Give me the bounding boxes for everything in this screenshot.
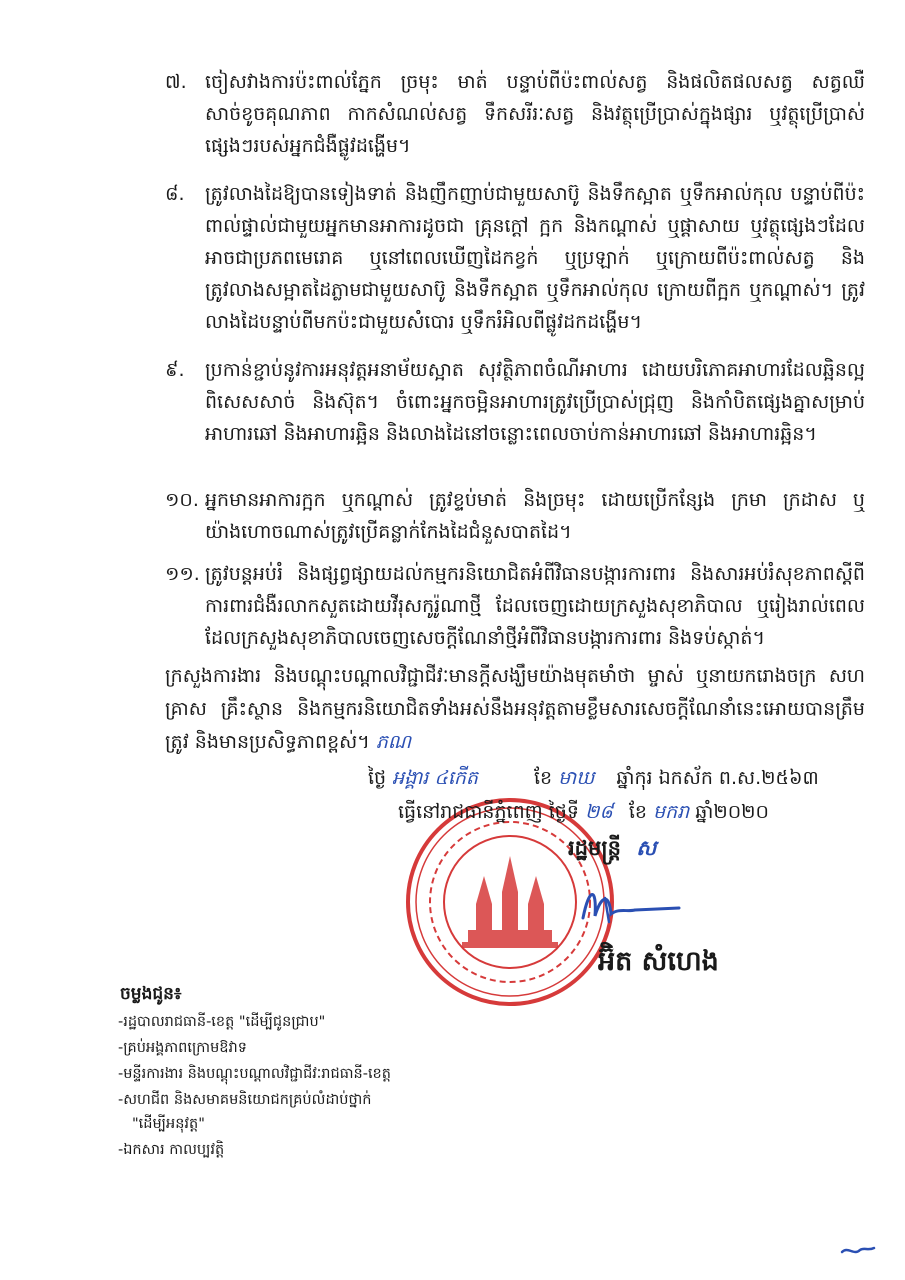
cc-item: "ដើម្បីអនុវត្ត" [132,1116,205,1132]
item-number: ៨. [165,183,185,205]
item-number: ៩. [165,359,185,381]
item-number: ១១. [165,563,200,585]
lunar-date-line: ថ្ងៃ អង្គារ ៤កើត ខែ មាឃ ឆ្នាំកុរ ឯកស័ក ព.ស.២៥៦៣ [368,767,819,789]
item-text: ត្រូវបន្តអប់រំ និងផ្សព្វផ្សាយដល់កម្មករនិយោជិតអំពីវិធានបង្ការការពារ និងសារអប់រំសុខភាពស្តីពីការពារជំងឺរលាកសួតដោយវីរុសកូរ៉ូណាថ្មី ដែលចេញដោយក្រសួងសុខាភិបាល ឬរៀងរាល់ពេលដែលក្រសួងសុខាភិបាលចេញសេចក្តីណែនាំថ្មីអំពីវិធានបង្ការការពារ និងទប់ស្កាត់។ [205,563,865,649]
list-item-11 [165,558,865,654]
minister-name: អ៊ិត សំហេង [598,946,719,977]
cc-item: -រដ្ឋបាលរាជធានី-ខេត្ត "ដើម្បីជូនជ្រាប" [118,1014,326,1030]
handwritten-day: ២៨ [584,801,613,823]
handwritten-lunar-month: មាឃ [558,767,595,789]
cc-item: -មន្ទីរការងារ និងបណ្តុះបណ្តាលវិជ្ជាជីវៈរាជធានី-ខេត្ត [118,1066,391,1082]
list-item-9 [165,354,865,450]
item-text: ចៀសវាងការប៉ះពាល់ភ្នែក ច្រមុះ មាត់ បន្ទាប់ពីប៉ះពាល់សត្វ និងផលិតផលសត្វ សត្វឈឺ សាច់ខូចគុណភាព កាកសំណល់សត្វ ទឹកសរីរៈសត្វ និងវត្ថុប្រើប្រាស់ក្នុងផ្សារ ឬវត្ថុប្រើប្រាស់ផ្សេងៗរបស់អ្នកជំងឺផ្លូវដង្ហើម។ [205,71,865,157]
handwritten-month: មករា [653,801,690,823]
cc-item: -ឯកសារ កាលប្បវត្តិ [118,1142,225,1158]
list-item-8 [165,178,865,338]
handwritten-initials: ភណ [375,731,412,753]
handwritten-lunar-day: អង្គារ ៤កើត [392,767,478,789]
list-item-10 [165,484,865,548]
signature-icon [575,878,685,933]
place-date-line: ធ្វើនៅរាជធានីភ្នំពេញ ថ្ងៃទី ២៨ ខែ មករា ឆ្នាំ២០២០ [398,801,769,823]
cc-title: ចម្លងជូន៖ [120,984,182,1004]
item-text: ប្រកាន់ខ្ជាប់នូវការអនុវត្តអនាម័យស្អាត សុវត្ថិភាពចំណីអាហារ ដោយបរិភោគអាហារដែលឆ្អិនល្អ ពិសេសសាច់ និងស៊ុត។ ចំពោះអ្នកចម្អិនអាហារត្រូវប្រើប្រាស់ជ្រុញ និងកាំបិតផ្សេងគ្នាសម្រាប់អាហារឆៅ និងអាហារឆ្អិន និងលាងដៃនៅចន្លោះពេលចាប់កាន់អាហារឆៅ និងអាហារឆ្អិន។ [205,359,865,445]
page-number-mark-icon [838,1242,878,1258]
closing-text: ក្រសួងការងារ និងបណ្តុះបណ្តាលវិជ្ជាជីវៈមានក្តីសង្ឃឹមយ៉ាងមុតមាំថា ម្ចាស់ ឬនាយករោងចក្រ សហគ្រាស គ្រឹះស្ថាន និងកម្មករនិយោជិតទាំងអស់នឹងអនុវត្តតាមខ្លឹមសារសេចក្តីណែនាំនេះអោយបានត្រឹមត្រូវ និងមានប្រសិទ្ធភាពខ្ពស់។ [165,665,865,753]
closing-paragraph [165,660,865,759]
item-text: អ្នកមានអាការក្អក ឬកណ្តាស់ ត្រូវខ្ទប់មាត់ និងច្រមុះ ដោយប្រើកន្សែង ក្រមា ក្រដាស ឬយ៉ាងហោចណាស់ត្រូវប្រើគន្លាក់កែងដៃជំនួសបាតដៃ។ [205,489,865,543]
cc-item: -គ្រប់អង្គភាពក្រោមឱវាទ [118,1040,247,1056]
minister-title: រដ្ឋមន្ត្រី ស [568,835,657,860]
list-item-7 [165,66,865,162]
item-number: ៧. [165,71,187,93]
cc-item: -សហជីព និងសមាគមនិយោជកគ្រប់លំដាប់ថ្នាក់ [118,1092,372,1108]
item-number: ១០. [165,489,199,511]
item-text: ត្រូវលាងដៃឱ្យបានទៀងទាត់ និងញឹកញាប់ជាមួយសាប៊ូ និងទឹកស្អាត ឬទឹកអាល់កុល បន្ទាប់ពីប៉ះពាល់ផ្ទាល់ជាមួយអ្នកមានអាការដូចជា គ្រុនក្តៅ ក្អក និងកណ្តាស់ ឬផ្តាសាយ ឬវត្ថុផ្សេងៗដែលអាចជាប្រភពមេរោគ ឬនៅពេលឃើញដៃកខ្វក់ ឬប្រឡាក់ ឬក្រោយពីប៉ះពាល់សត្វ និងត្រូវលាងសម្អាតដៃភ្លាមជាមួយសាប៊ូ និងទឹកស្អាត ឬទឹកអាល់កុល ក្រោយពីក្អក ឬកណ្តាស់។ ត្រូវលាងដៃបន្ទាប់ពីមកប៉ះជាមួយសំបោរ ឬទឹករំអិលពីផ្លូវដកដង្ហើម។ [205,183,865,333]
handwritten-minister-initial: ស [636,835,657,860]
